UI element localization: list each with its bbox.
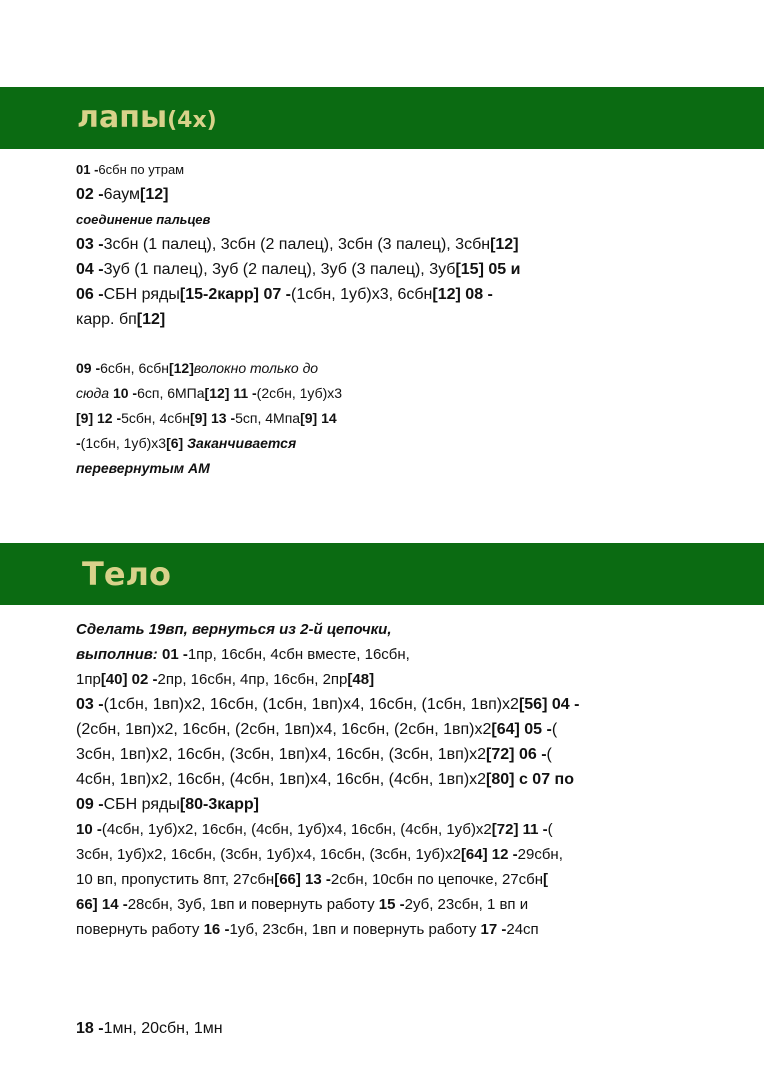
paws-instructions-continued bbox=[76, 356, 342, 481]
text-run: [6] bbox=[166, 435, 188, 451]
text-run: [12] bbox=[140, 186, 169, 203]
text-run: [80] с 07 по bbox=[486, 771, 574, 788]
text-run: карр. бп bbox=[76, 311, 137, 328]
text-run: (2сбн, 1уб)х3 bbox=[256, 385, 343, 401]
text-run: [66] 13 - bbox=[274, 871, 331, 888]
text-run: (2сбн, 1вп)х2, 16сбн, (2сбн, 1вп)х4, 16сбн, (2сбн, 1вп)х2 bbox=[76, 721, 492, 738]
text-run: 01 - bbox=[76, 162, 99, 177]
text-run: 03 - bbox=[76, 236, 104, 253]
text-run: 3сбн, 1вп)х2, 16сбн, (3сбн, 1вп)х4, 16сбн, (3сбн, 1вп)х2 bbox=[76, 746, 487, 763]
text-run: 5сбн, 4сбн bbox=[121, 410, 190, 426]
text-run: 29сбн, bbox=[517, 846, 563, 863]
text-run: 6сбн по утрам bbox=[98, 162, 185, 177]
text-line bbox=[76, 667, 579, 692]
text-line bbox=[76, 157, 520, 182]
text-line bbox=[76, 642, 579, 667]
text-run: [64] 05 - bbox=[491, 721, 552, 738]
text-line bbox=[76, 742, 579, 767]
text-line bbox=[76, 207, 520, 232]
text-run: [56] 04 - bbox=[518, 696, 580, 713]
text-run: 28сбн, 3уб, 1вп и повернуть работу bbox=[127, 896, 379, 913]
text-line bbox=[76, 456, 342, 481]
text-run: 06 - bbox=[76, 286, 104, 303]
text-run: [12] bbox=[136, 311, 166, 328]
text-run: СБН ряды bbox=[103, 286, 180, 303]
text-run: повернуть работу bbox=[76, 921, 204, 938]
text-run: [72] 06 - bbox=[486, 746, 547, 763]
text-run: 09 - bbox=[76, 360, 101, 376]
text-run: сюда bbox=[76, 385, 113, 401]
text-run: (1сбн, 1вп)х2, 16сбн, (1сбн, 1вп)х4, 16сбн, (1сбн, 1вп)х2 bbox=[103, 696, 519, 713]
text-run: 17 - bbox=[480, 921, 507, 938]
text-run: [15-2карр] 07 - bbox=[179, 286, 292, 303]
text-run: 24сп bbox=[506, 921, 539, 938]
text-run: 6сп, 6МПа bbox=[137, 385, 205, 401]
text-run: выполнив: bbox=[76, 646, 162, 663]
text-line bbox=[76, 356, 342, 381]
text-run: ( bbox=[551, 721, 558, 738]
section-title-main: Тело bbox=[82, 555, 171, 593]
text-line bbox=[76, 892, 579, 917]
text-line bbox=[76, 381, 342, 406]
text-run: 10 - bbox=[112, 385, 138, 401]
text-run: 1уб, 23сбн, 1вп и повернуть работу bbox=[229, 921, 481, 938]
text-line bbox=[76, 617, 579, 642]
text-run: 3сбн (1 палец), 3сбн (2 палец), 3сбн (3 палец), 3сбн bbox=[103, 236, 491, 253]
text-run: 2сбн, 10сбн по цепочке, 27сбн bbox=[330, 871, 544, 888]
text-run: [80-3карр] bbox=[179, 796, 259, 813]
section-title-suffix: (4х) bbox=[167, 108, 217, 133]
text-run: [48] bbox=[347, 671, 375, 688]
text-run: СБН ряды bbox=[103, 796, 180, 813]
text-line bbox=[76, 917, 579, 942]
text-run: ( bbox=[547, 821, 553, 838]
text-run: 3сбн, 1уб)х2, 16сбн, (3сбн, 1уб)х4, 16сбн, (3сбн, 1уб)х2 bbox=[76, 846, 461, 863]
text-run: 6сбн, 6сбн bbox=[100, 360, 169, 376]
body-instructions-footer bbox=[76, 1016, 223, 1041]
text-run: 1мн, 20сбн, 1мн bbox=[103, 1020, 223, 1037]
text-run: 5сп, 4Мпа bbox=[235, 410, 301, 426]
text-run: перевернутым АМ bbox=[76, 460, 210, 476]
text-run: [12] bbox=[490, 236, 519, 253]
text-line bbox=[76, 282, 520, 307]
text-line bbox=[76, 692, 579, 717]
text-line bbox=[76, 232, 520, 257]
text-run: 01 - bbox=[161, 646, 188, 663]
text-run: Заканчивается bbox=[187, 435, 297, 451]
text-run: 1пр, 16сбн, 4сбн вместе, 16сбн, bbox=[187, 646, 410, 663]
text-run: [9] 13 - bbox=[189, 410, 236, 426]
text-run: волокно только до bbox=[193, 360, 319, 376]
text-run: 10 - bbox=[76, 821, 102, 838]
section-title bbox=[77, 87, 217, 149]
text-run: [64] 12 - bbox=[460, 846, 518, 863]
text-line bbox=[76, 1016, 223, 1041]
section-header-band bbox=[0, 543, 764, 605]
text-run: соединение пальцев bbox=[76, 212, 211, 227]
text-run: 6аум bbox=[103, 186, 141, 203]
text-run: 2пр, 16сбн, 4пр, 16сбн, 2пр bbox=[157, 671, 348, 688]
text-run: 02 - bbox=[76, 186, 104, 203]
text-run: [ bbox=[543, 871, 549, 888]
text-line bbox=[76, 792, 579, 817]
text-line bbox=[76, 307, 520, 332]
text-line bbox=[76, 257, 520, 282]
text-run: [72] 11 - bbox=[491, 821, 548, 838]
text-run: 18 - bbox=[76, 1020, 104, 1037]
text-run: 16 - bbox=[203, 921, 230, 938]
text-run: [9] 14 bbox=[300, 410, 337, 426]
text-run: [12] bbox=[168, 360, 194, 376]
text-run: 04 - bbox=[76, 261, 104, 278]
text-line bbox=[76, 867, 579, 892]
text-run: 66] 14 - bbox=[76, 896, 128, 913]
body-instructions bbox=[76, 617, 579, 942]
paws-instructions bbox=[76, 157, 520, 332]
text-run: 1пр bbox=[76, 671, 101, 688]
text-run: [15] 05 и bbox=[455, 261, 521, 278]
text-run: 09 - bbox=[76, 796, 104, 813]
text-line bbox=[76, 717, 579, 742]
text-run: [12] 08 - bbox=[432, 286, 493, 303]
text-line bbox=[76, 406, 342, 431]
text-run: (1сбн, 1уб)х3 bbox=[80, 435, 167, 451]
text-run: 2уб, 23сбн, 1 вп и bbox=[404, 896, 529, 913]
text-run: - bbox=[76, 435, 81, 451]
text-run: [40] 02 - bbox=[100, 671, 158, 688]
text-run: (1сбн, 1уб)х3, 6сбн bbox=[291, 286, 433, 303]
text-run: [12] 11 - bbox=[204, 385, 257, 401]
text-run: ( bbox=[546, 746, 552, 763]
text-line bbox=[76, 767, 579, 792]
section-title bbox=[82, 543, 171, 605]
text-run: 15 - bbox=[378, 896, 405, 913]
text-run: [9] 12 - bbox=[76, 410, 122, 426]
text-run: Сделать 19вп, вернуться из 2-й цепочки, bbox=[76, 621, 392, 638]
section-header-band bbox=[0, 87, 764, 149]
text-line bbox=[76, 182, 520, 207]
section-title-main: лапы bbox=[77, 100, 168, 135]
text-run: (4сбн, 1уб)х2, 16сбн, (4сбн, 1уб)х4, 16сбн, (4сбн, 1уб)х2 bbox=[101, 821, 492, 838]
text-run: 3уб (1 палец), 3уб (2 палец), 3уб (3 палец), 3уб bbox=[103, 261, 456, 278]
text-line bbox=[76, 431, 342, 456]
text-line bbox=[76, 817, 579, 842]
text-line bbox=[76, 842, 579, 867]
text-run: 03 - bbox=[76, 696, 104, 713]
text-run: 10 вп, пропустить 8пт, 27сбн bbox=[76, 871, 275, 888]
text-run: 4сбн, 1вп)х2, 16сбн, (4сбн, 1вп)х4, 16сбн, (4сбн, 1вп)х2 bbox=[76, 771, 487, 788]
